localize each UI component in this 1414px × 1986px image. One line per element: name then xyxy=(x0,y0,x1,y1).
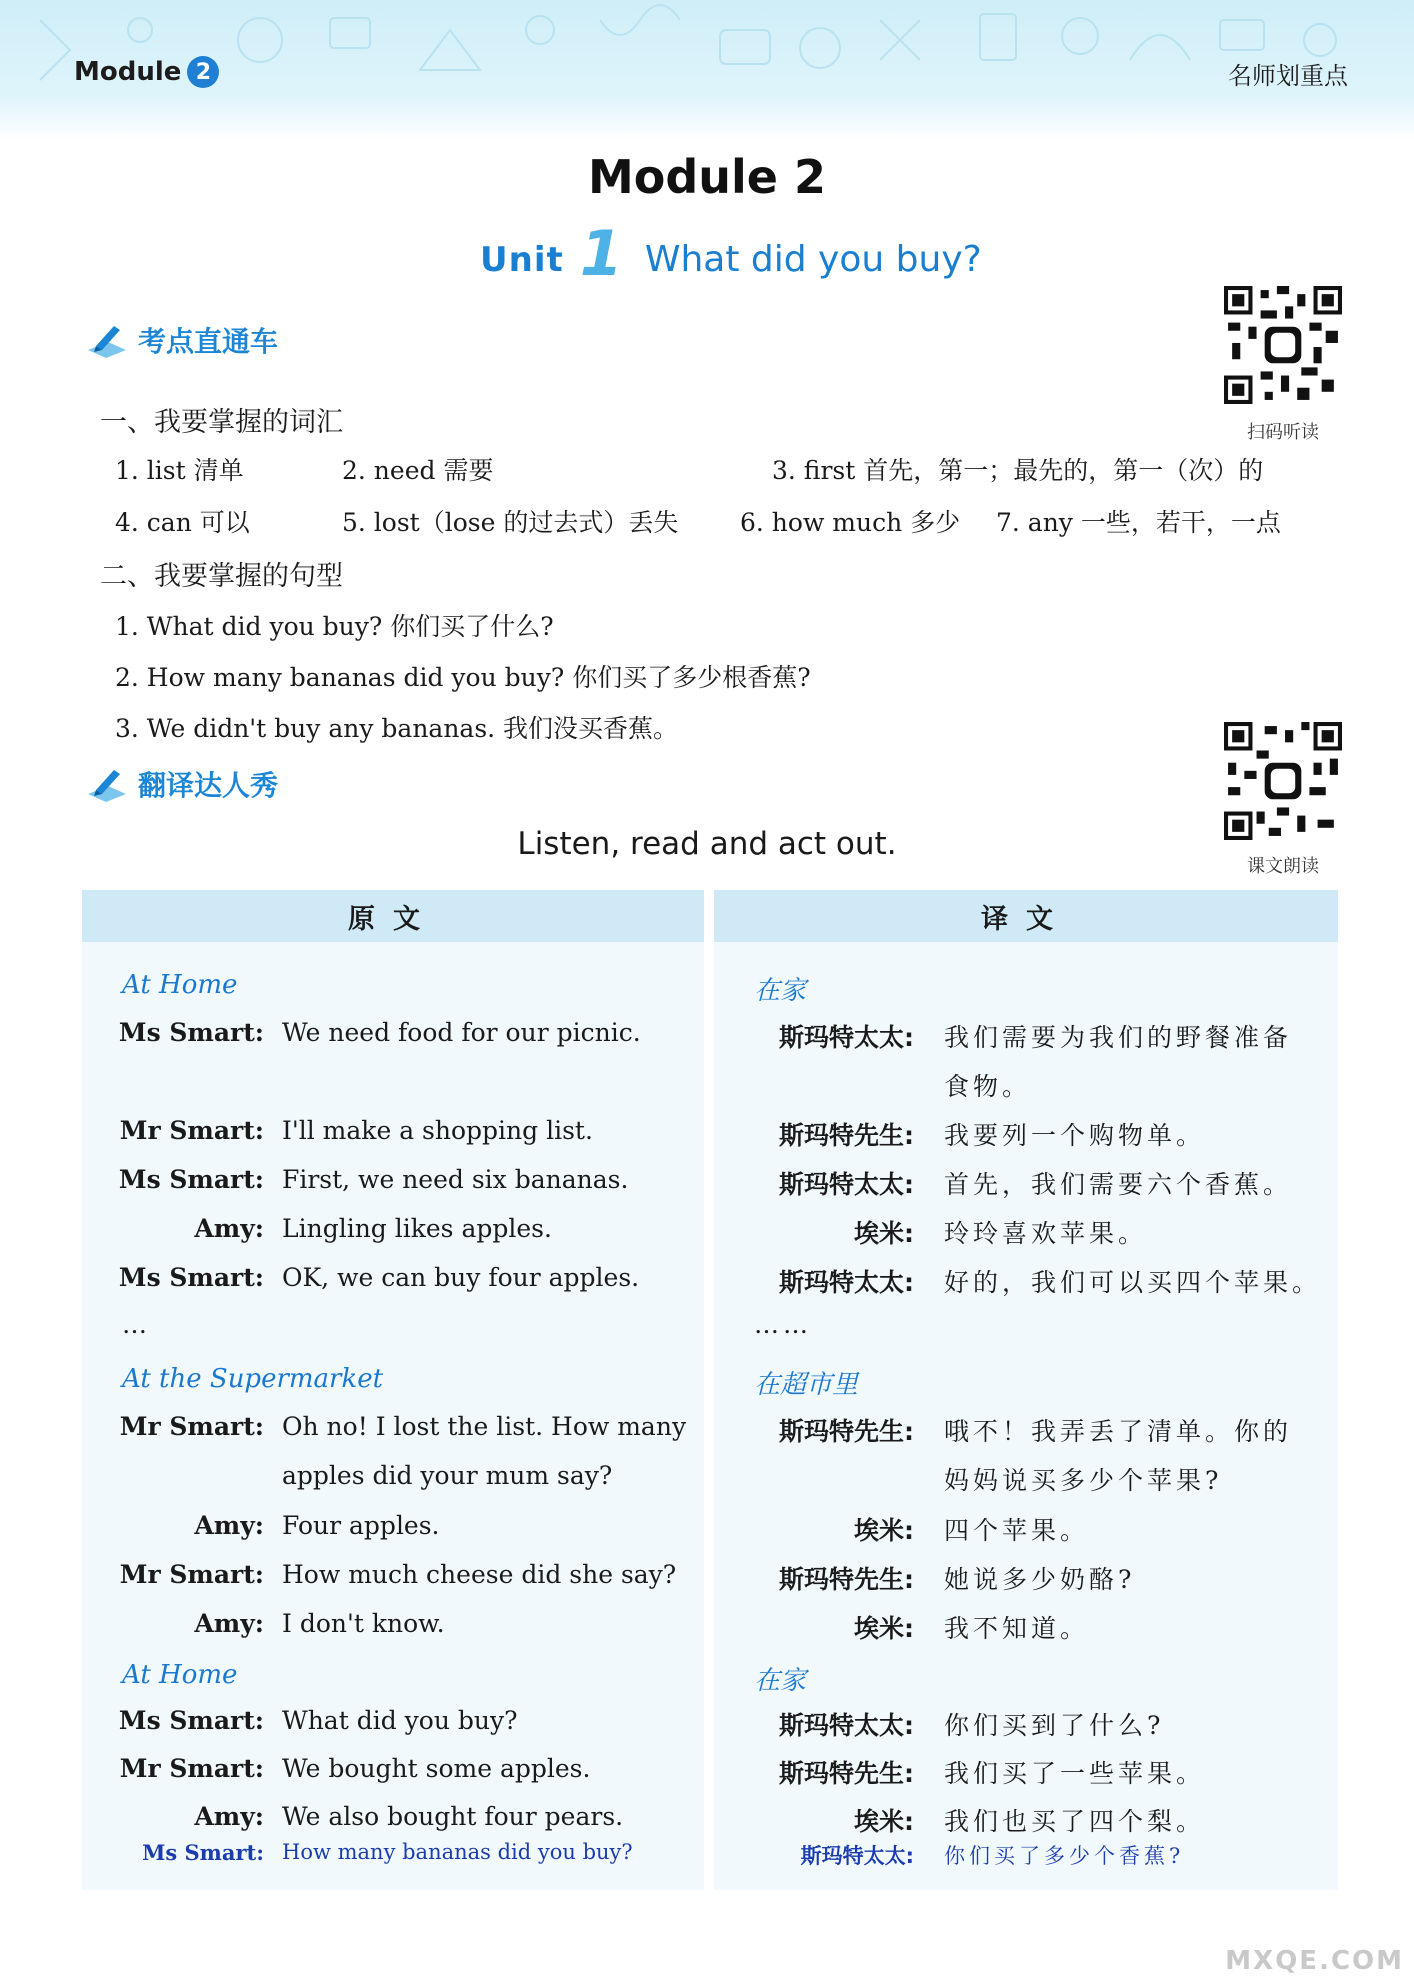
unit-word: Unit xyxy=(480,240,564,280)
dialogue-line-cn: 妈妈说买多少个苹果? xyxy=(944,1466,1223,1495)
vocab-item: 4. can 可以 xyxy=(115,508,250,537)
vocab-item: 5. lost（lose 的过去式）丢失 xyxy=(342,508,679,537)
speaker-label: Mr Smart: xyxy=(119,1412,264,1441)
speaker-label-cn: 埃米: xyxy=(854,1516,914,1545)
section-title-translation: 翻译达人秀 xyxy=(138,769,279,802)
dialogue-line: How many bananas did you buy? xyxy=(282,1840,633,1864)
column-header-translation: 译文 xyxy=(714,890,1338,942)
speaker-label-cn: 斯玛特先生: xyxy=(779,1121,914,1150)
section-title-key-points: 考点直通车 xyxy=(138,325,279,358)
scene-heading: At Home xyxy=(122,970,238,1000)
vocab-item: 1. list 清单 xyxy=(115,456,244,485)
speaker-label-cn: 斯玛特先生: xyxy=(779,1417,914,1446)
qr-code-listen-icon[interactable] xyxy=(1224,286,1342,404)
dialogue-line-cn: 我们需要为我们的野餐准备 xyxy=(944,1023,1293,1052)
dialogue-line: We bought some apples. xyxy=(282,1754,591,1783)
dialogue-line: First, we need six bananas. xyxy=(282,1165,629,1194)
dialogue-line-cn: 首先，我们需要六个香蕉。 xyxy=(944,1170,1293,1199)
unit-number: 1 xyxy=(579,217,623,290)
unit-title: What did you buy? xyxy=(644,239,982,280)
sentence-item: 2. How many bananas did you buy? 你们买了多少根香蕉? xyxy=(115,663,811,692)
pen-book-icon xyxy=(84,320,130,360)
qr-label-text-reading: 课文朗读 xyxy=(1247,856,1319,877)
column-header-original: 原文 xyxy=(82,890,704,942)
vocab-heading: 一、我要掌握的词汇 xyxy=(100,407,343,438)
sentence-item: 3. We didn't buy any bananas. 我们没买香蕉。 xyxy=(115,714,679,743)
speaker-label: Mr Smart: xyxy=(119,1560,264,1589)
section-head-key-points xyxy=(84,320,278,360)
speaker-label: Amy: xyxy=(194,1511,264,1540)
dialogue-line-cn: 哦不！我弄丢了清单。你的 xyxy=(944,1417,1293,1446)
speaker-label: Amy: xyxy=(194,1802,264,1831)
pen-book-icon xyxy=(84,764,130,804)
dialogue-line: OK, we can buy four apples. xyxy=(282,1263,640,1292)
speaker-label-cn: 斯玛特先生: xyxy=(779,1759,914,1788)
dialogue-line: I don't know. xyxy=(282,1609,445,1638)
dialogue-line: I'll make a shopping list. xyxy=(282,1116,593,1145)
ellipsis: … xyxy=(122,1310,147,1339)
dialogue-line: apples did your mum say? xyxy=(282,1461,613,1490)
speaker-label: Ms Smart: xyxy=(142,1840,264,1865)
speaker-label: Ms Smart: xyxy=(118,1263,264,1292)
dialogue-line-cn: 好的，我们可以买四个苹果。 xyxy=(944,1268,1322,1297)
module-number-circle: 2 xyxy=(187,56,219,88)
dialogue-line: What did you buy? xyxy=(282,1706,518,1735)
dialogue-line-cn: 你们买到了什么? xyxy=(944,1711,1165,1740)
dialogue-line: We also bought four pears. xyxy=(282,1802,624,1831)
section-head-translation xyxy=(84,764,278,804)
header-right-text: 名师划重点 xyxy=(1228,62,1348,90)
scene-heading: At Home xyxy=(122,1660,238,1690)
speaker-label-cn: 埃米: xyxy=(854,1807,914,1836)
speaker-label: Amy: xyxy=(194,1609,264,1638)
speaker-label: Mr Smart: xyxy=(119,1754,264,1783)
sentence-heading: 二、我要掌握的句型 xyxy=(100,561,343,592)
dialogue-line-cn: 我要列一个购物单。 xyxy=(944,1121,1206,1150)
vocab-item: 3. first 首先，第一；最先的，第一（次）的 xyxy=(772,456,1264,485)
dialogue-line-cn: 我们买了一些苹果。 xyxy=(944,1759,1206,1788)
speaker-label-cn: 埃米: xyxy=(854,1219,914,1248)
qr-code-text-reading-icon[interactable] xyxy=(1224,722,1342,840)
vocab-item: 2. need 需要 xyxy=(342,456,494,485)
module-label: Module xyxy=(74,57,182,87)
dialogue-line: Lingling likes apples. xyxy=(282,1214,552,1243)
speaker-label: Ms Smart: xyxy=(118,1018,264,1047)
qr-label-listen: 扫码听读 xyxy=(1247,422,1319,443)
speaker-label-cn: 斯玛特太太: xyxy=(800,1844,914,1868)
dialogue-line-cn: 四个苹果。 xyxy=(944,1516,1090,1545)
scene-heading-cn: 在家 xyxy=(754,1666,807,1696)
dialogue-line: We need food for our picnic. xyxy=(282,1018,641,1047)
speaker-label: Amy: xyxy=(194,1214,264,1243)
speaker-label-cn: 埃米: xyxy=(854,1614,914,1643)
speaker-label: Ms Smart: xyxy=(118,1706,264,1735)
dialogue-line-cn: 我不知道。 xyxy=(944,1614,1090,1643)
speaker-label: Ms Smart: xyxy=(118,1165,264,1194)
vocab-item: 7. any 一些，若干，一点 xyxy=(996,508,1281,537)
dialogue-line: How much cheese did she say? xyxy=(282,1560,677,1589)
page-title: Module 2 xyxy=(587,150,827,204)
watermark: MXQE.COM xyxy=(1225,1946,1404,1976)
vocab-item: 6. how much 多少 xyxy=(740,508,961,537)
dialogue-line-cn: 食物。 xyxy=(944,1072,1032,1101)
speaker-label-cn: 斯玛特太太: xyxy=(779,1023,914,1052)
scene-heading-cn: 在超市里 xyxy=(754,1370,859,1400)
speaker-label-cn: 斯玛特太太: xyxy=(779,1170,914,1199)
speaker-label-cn: 斯玛特先生: xyxy=(779,1565,914,1594)
ellipsis-cn: …… xyxy=(754,1310,812,1339)
dialogue-line: Oh no! I lost the list. How many xyxy=(282,1412,687,1441)
dialogue-table xyxy=(82,890,1338,1890)
listen-read-subtitle: Listen, read and act out. xyxy=(517,826,897,862)
dialogue-line-cn: 玲玲喜欢苹果。 xyxy=(944,1219,1148,1248)
dialogue-line-cn: 我们也买了四个梨。 xyxy=(944,1807,1206,1836)
sentence-item: 1. What did you buy? 你们买了什么? xyxy=(115,612,554,641)
speaker-label: Mr Smart: xyxy=(119,1116,264,1145)
dialogue-line-cn: 你们买了多少个香蕉? xyxy=(944,1844,1185,1868)
dialogue-line-cn: 她说多少奶酪? xyxy=(944,1565,1136,1594)
scene-heading: At the Supermarket xyxy=(122,1364,384,1394)
speaker-label-cn: 斯玛特太太: xyxy=(779,1268,914,1297)
scene-heading-cn: 在家 xyxy=(754,976,807,1006)
module-badge xyxy=(74,56,219,88)
speaker-label-cn: 斯玛特太太: xyxy=(779,1711,914,1740)
dialogue-line: Four apples. xyxy=(282,1511,440,1540)
unit-heading xyxy=(480,217,982,290)
